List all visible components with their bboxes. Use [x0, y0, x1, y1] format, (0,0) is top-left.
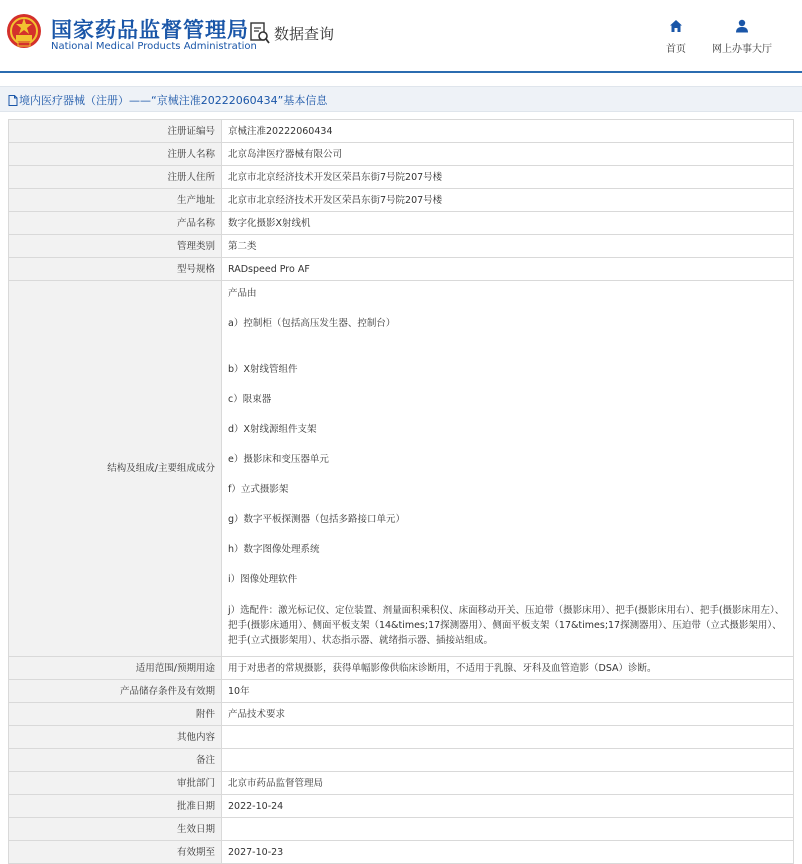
table-row [9, 143, 794, 166]
table-row [9, 703, 794, 726]
field-value [222, 726, 794, 749]
page-title [8, 92, 327, 108]
table-row [9, 749, 794, 772]
nav-home[interactable] [656, 18, 696, 55]
field-label: 有效期至 [9, 841, 222, 864]
field-value: 第二类 [222, 235, 794, 258]
data-query-label: 数据查询 [274, 24, 335, 43]
document-icon [8, 95, 18, 106]
field-label: 适用范围/预期用途 [9, 657, 222, 680]
table-row [9, 818, 794, 841]
national-emblem-icon[interactable] [5, 12, 43, 52]
nav-home-label: 首页 [666, 44, 686, 55]
site-header [0, 0, 802, 72]
structure-line: h）数字图像处理系统 [228, 544, 320, 555]
field-value: 北京岛津医疗器械有限公司 [222, 143, 794, 166]
table-row [9, 680, 794, 703]
field-value [222, 818, 794, 841]
field-label: 管理类别 [9, 235, 222, 258]
table-row [9, 212, 794, 235]
field-label: 产品名称 [9, 212, 222, 235]
structure-line: f）立式摄影架 [228, 484, 289, 495]
table-row [9, 120, 794, 143]
page-titlebar [0, 86, 802, 112]
field-label: 型号规格 [9, 258, 222, 281]
field-value: 2027-10-23 [222, 841, 794, 864]
field-value [222, 749, 794, 772]
table-row [9, 189, 794, 212]
field-value: 用于对患者的常规摄影，获得单幅影像供临床诊断用，不适用于乳腺、牙科及血管造影（DSA）诊断。 [222, 657, 794, 680]
table-row-structure [9, 281, 794, 657]
field-label: 注册证编号 [9, 120, 222, 143]
user-icon [735, 19, 749, 33]
table-row [9, 166, 794, 189]
field-label: 结构及组成/主要组成成分 [9, 281, 222, 657]
nav-online-hall-label: 网上办事大厅 [712, 44, 772, 55]
field-label: 生效日期 [9, 818, 222, 841]
field-value: 北京市药品监督管理局 [222, 772, 794, 795]
field-label: 附件 [9, 703, 222, 726]
field-value: 2022-10-24 [222, 795, 794, 818]
table-row [9, 795, 794, 818]
table-row [9, 772, 794, 795]
structure-line: c）限束器 [228, 394, 272, 405]
table-row [9, 657, 794, 680]
field-value: 北京市北京经济技术开发区荣昌东街7号院207号楼 [222, 189, 794, 212]
table-row [9, 235, 794, 258]
structure-line: b）X射线管组件 [228, 364, 298, 375]
field-label: 审批部门 [9, 772, 222, 795]
data-query-link[interactable] [250, 22, 334, 44]
structure-line: g）数字平板探测器（包括多路接口单元） [228, 514, 406, 525]
page-title-text: 境内医疗器械（注册）——“京械注准20222060434”基本信息 [19, 94, 328, 107]
structure-line: i）图像处理软件 [228, 574, 298, 585]
field-value: 产品技术要求 [222, 703, 794, 726]
table-row [9, 726, 794, 749]
field-label: 注册人住所 [9, 166, 222, 189]
document-search-icon [250, 22, 270, 44]
field-label: 生产地址 [9, 189, 222, 212]
field-label: 产品储存条件及有效期 [9, 680, 222, 703]
brand-subtitle[interactable]: National Medical Products Administration [51, 41, 257, 52]
header-divider [0, 71, 802, 73]
home-icon [669, 19, 683, 33]
structure-line: d）X射线源组件支架 [228, 424, 317, 435]
field-label: 其他内容 [9, 726, 222, 749]
brand-title[interactable]: 国家药品监督管理局 [51, 18, 249, 42]
structure-value [222, 281, 794, 657]
field-label: 批准日期 [9, 795, 222, 818]
field-label: 备注 [9, 749, 222, 772]
table-row [9, 841, 794, 864]
detail-table [8, 119, 794, 864]
field-value: 数字化摄影X射线机 [222, 212, 794, 235]
field-value: 10年 [222, 680, 794, 703]
structure-line: j）选配件：激光标记仪、定位装置、剂量面积乘积仪、床面移动开关、压迫带（摄影床用）、把手(摄影床用右）、把手(摄影床用左）、把手(摄影床通用）、侧面平板支架（14&times;17探测器用）、侧面平板支架（17&times;17探测器用）、压迫带（立式摄影架用）、把手(立式摄影架用）、状态指示器、就绪指示器、插接站组成。 [228, 605, 785, 646]
nav-online-hall[interactable] [706, 18, 778, 55]
field-value: 京械注准20222060434 [222, 120, 794, 143]
structure-line: 产品由 [228, 288, 257, 299]
field-label: 注册人名称 [9, 143, 222, 166]
structure-line: a）控制柜（包括高压发生器、控制台） [228, 318, 396, 329]
field-value: RADspeed Pro AF [222, 258, 794, 281]
field-value: 北京市北京经济技术开发区荣昌东街7号院207号楼 [222, 166, 794, 189]
structure-line: e）摄影床和变压器单元 [228, 454, 329, 465]
table-row [9, 258, 794, 281]
